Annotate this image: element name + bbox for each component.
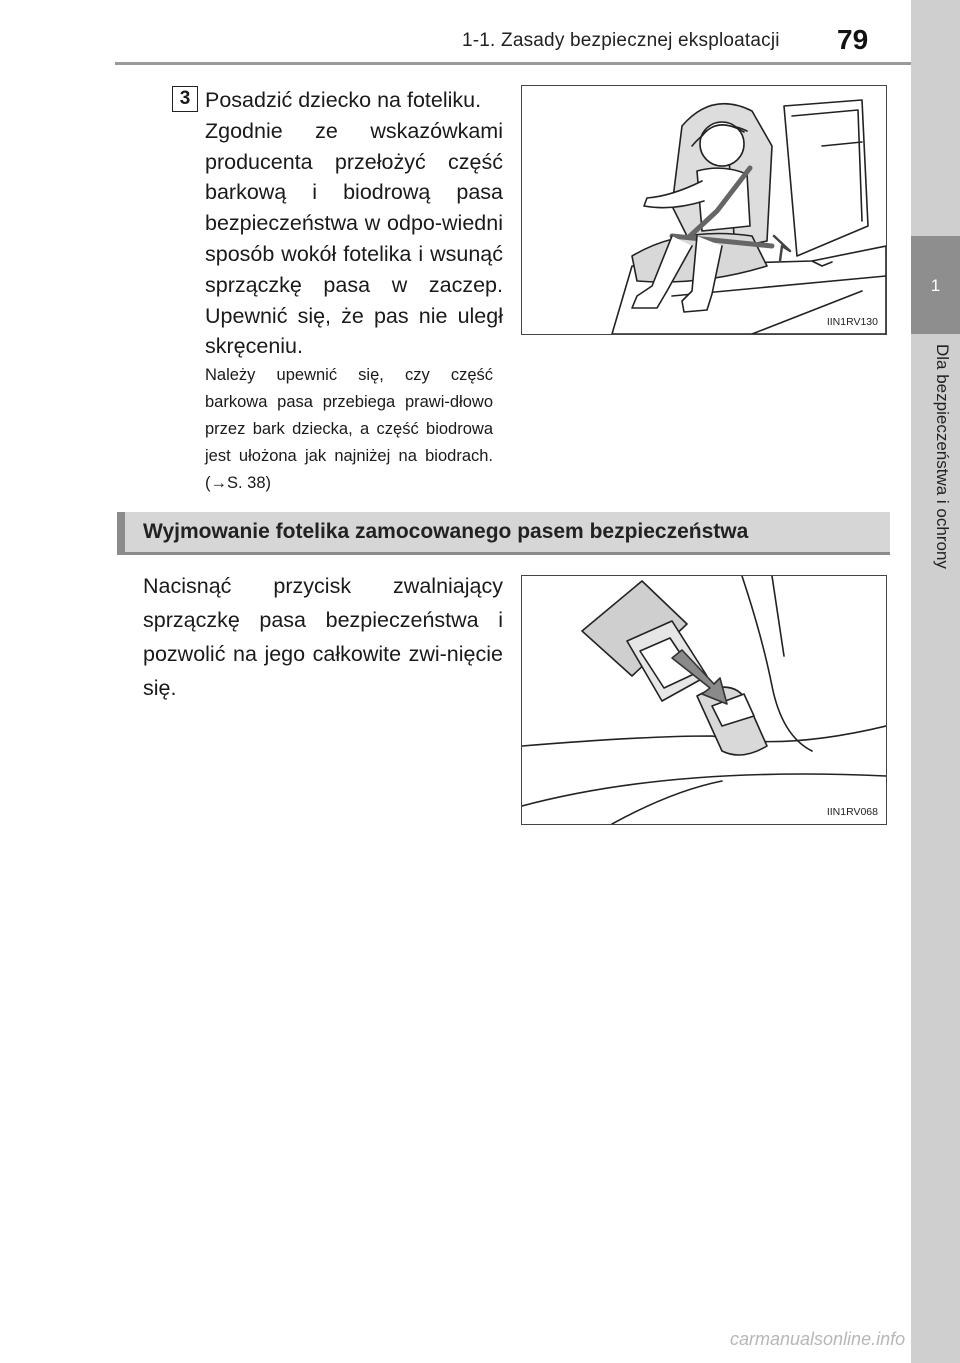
- section-heading: [117, 512, 890, 552]
- step-instruction: [205, 85, 503, 362]
- chapter-title: Dla bezpieczeństwa i ochrony: [933, 344, 952, 569]
- section-heading-underline: [117, 552, 890, 555]
- buckle-release-drawing: [522, 576, 886, 824]
- chapter-number: 1: [930, 276, 941, 295]
- step-instruction-first-line: Posadzić dziecko na foteliku.: [205, 88, 482, 112]
- step-number-badge: 3: [172, 86, 198, 112]
- illustration-code: IIN1RV068: [826, 806, 878, 818]
- step-instruction-rest: Zgodnie ze wskazówkami producenta przełożyć część barkową i biodrową pasa bezpieczeństwa w odpo-wiedni sposób wokół fotelika i wsunąć sprzączkę pasa w zaczep. Upewnić się, że pas nie uległ skręceniu.: [205, 118, 503, 359]
- side-tab: [911, 0, 960, 1363]
- section-body: Nacisnąć przycisk zwalniający sprzączkę pasa bezpieczeństwa i pozwolić na jego całkowite zwi-nięcie się.: [143, 574, 503, 700]
- page-number: 79: [837, 24, 869, 55]
- illustration-code: IIN1RV130: [826, 316, 878, 328]
- header-section-title: 1-1. Zasady bezpiecznej eksploatacji: [462, 30, 780, 51]
- section-heading-text: Wyjmowanie fotelika zamocowanego pasem bezpieczeństwa: [143, 520, 749, 543]
- header-divider: [115, 62, 912, 65]
- child-seat-illustration: [521, 85, 887, 335]
- child-seat-drawing: [522, 86, 886, 334]
- watermark: carmanualsonline.info: [730, 1329, 906, 1349]
- buckle-release-illustration: [521, 575, 887, 825]
- step-note: Należy upewnić się, czy część barkowa pasa przebiega prawi-dłowo przez bark dziecka, a część biodrowa jest ułożona jak najniżej na biodrach. (→S. 38): [205, 366, 493, 492]
